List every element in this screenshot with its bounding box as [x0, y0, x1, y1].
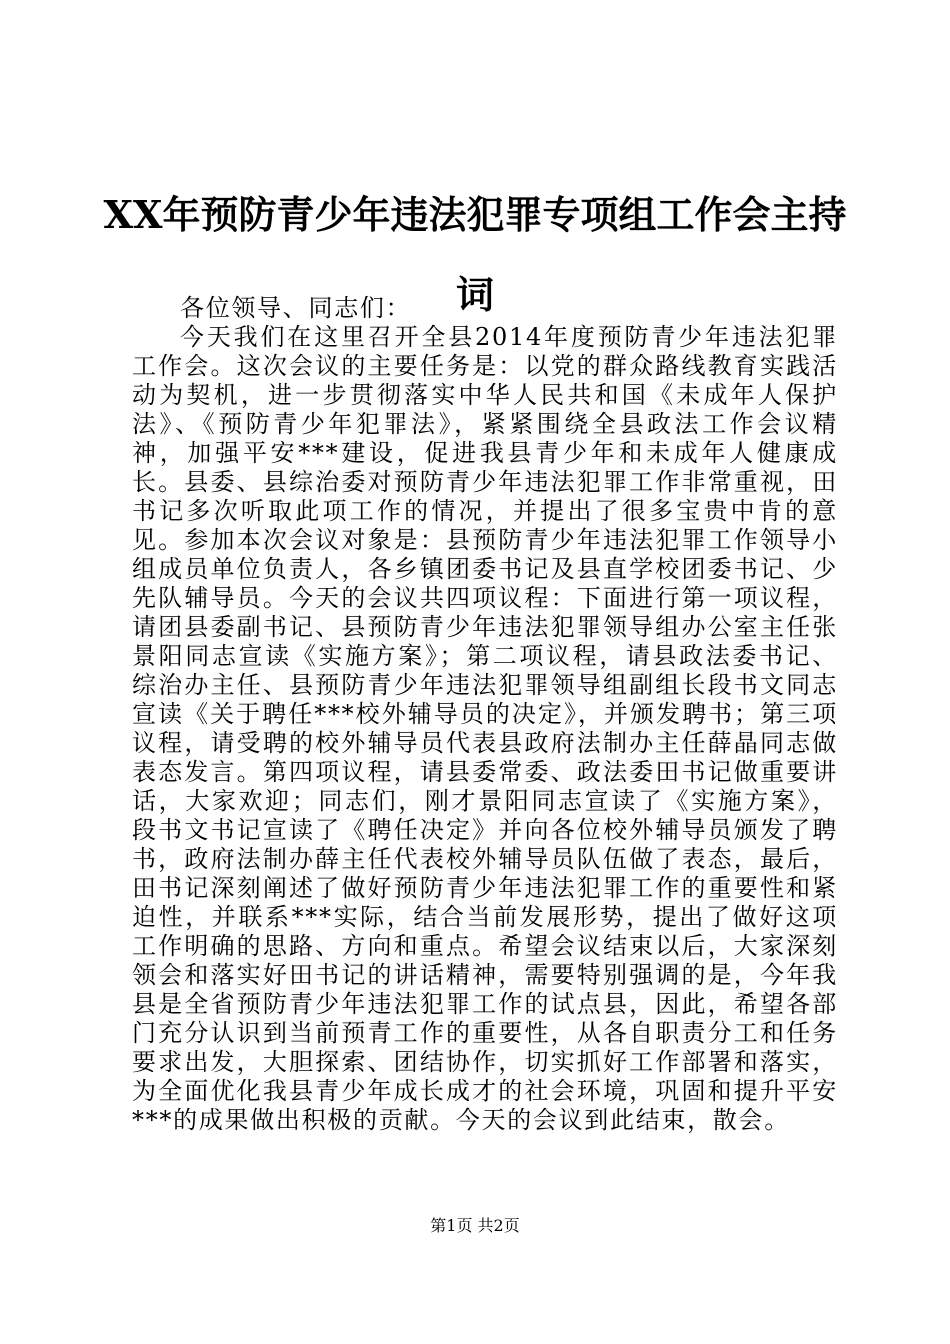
- body-paragraph: 今天我们在这里召开全县2014年度预防青少年违法犯罪工作会。这次会议的主要任务是：以党的群众路线教育实践活动为契机，进一步贯彻落实中华人民共和国《未成年人保护法》、《预防青少年犯罪法》，紧紧围绕全县政法工作会议精神，加强平安***建设，促进我县青少年和未成年人健康成长。县委、县综治委对预防青少年违法犯罪工作非常重视，田书记多次听取此项工作的情况，并提出了很多宝贵中肯的意见。参加本次会议对象是：县预防青少年违法犯罪工作领导小组成员单位负责人，各乡镇团委书记及县直学校团委书记、少先队辅导员。今天的会议共四项议程：下面进行第一项议程，请团县委副书记、县预防青少年违法犯罪领导组办公室主任张景阳同志宣读《实施方案》；第二项议程，请县政法委书记、综治办主任、县预防青少年违法犯罪领导组副组长段书文同志宣读《关于聘任***校外辅导员的决定》，并颁发聘书；第三项议程，请受聘的校外辅导员代表县政府法制办主任薛晶同志做表态发言。第四项议程，请县委常委、政法委田书记做重要讲话，大家欢迎；同志们，刚才景阳同志宣读了《实施方案》，段书文书记宣读了《聘任决定》并向各位校外辅导员颁发了聘书，政府法制办薛主任代表校外辅导员队伍做了表态，最后，田书记深刻阐述了做好预防青少年违法犯罪工作的重要性和紧迫性，并联系***实际，结合当前发展形势，提出了做好这项工作明确的思路、方向和重点。希望会议结束以后，大家深刻领会和落实好田书记的讲话精神，需要特别强调的是，今年我县是全省预防青少年违法犯罪工作的试点县，因此，希望各部门充分认识到当前预青工作的重要性，从各自职责分工和任务要求出发，大胆探索、团结协作，切实抓好工作部署和落实，为全面优化我县青少年成长成才的社会环境，巩固和提升平安***的成果做出积极的贡献。今天的会议到此结束，散会。: [132, 323, 838, 1134]
- document-title: XX年预防青少年违法犯罪专项组工作会主持词: [103, 192, 847, 318]
- salutation: 各位领导、同志们：: [180, 294, 412, 322]
- document-body: [132, 294, 838, 1135]
- page-footer: 第1页 共2页: [430, 1216, 520, 1235]
